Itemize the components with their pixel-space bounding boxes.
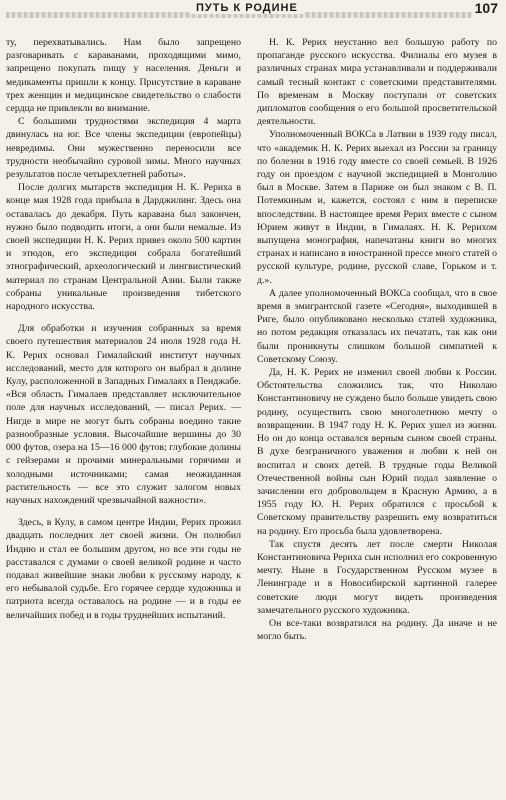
paragraph: После долгих мытарств экспедиция Н. К. Рериха в конце мая 1928 года прибыла в Дарджилинг. Здесь она оставалась до декабря. Путь каравана был закончен, нужно было подводить итоги, а они были немалые. Из своей экспедиции Н. К. Рерих привез около 500 картин и этюдов, его экспедиция собрала богатейший этнографический, археологический и лингвистический материал по странам Центральной Азии. Были также собраны уникальные произведения тибетского народного искусства. (6, 182, 241, 313)
paragraph: Он все-таки возвратился на родину. Да иначе и не могло быть. (257, 617, 497, 643)
page-number: 107 (474, 0, 498, 16)
right-column (257, 36, 497, 643)
paragraph: Уполномоченный ВОКСа в Латвии в 1939 году писал, что «академик Н. К. Рерих выехал из России за границу по болезни в 1916 году вместе со своей семьей. В 1926 году он проездом с научной экспедицией в Монголию был в Москве. Затем в Париже он был знаком с В. П. Потемкиным и, кажется, состоял с ним в переписке впоследствии. В настоящее время Рерих вместе с сыном Юрием живут в Индии, в Гималаях. Н. К. Рерихом выпущена монография, напечатаны книги во многих странах и написано в иностранной прессе много статей о русской культуре, родине, русской славе, Горьком и т. д.». (257, 129, 497, 286)
paragraph: С большими трудностями экспедиция 4 марта двинулась на юг. Все члены экспедиции (европейцы) невредимы. Они мужественно переносили все трудности необычайно суровой зимы. Много научных результатов после четырехлетней работы». (6, 116, 241, 181)
running-head: ПУТЬ К РОДИНЕ (190, 2, 304, 14)
paragraph: Н. К. Рерих неустанно вел большую работу по пропаганде русского искусства. Филиалы его музея в различных странах мира устанавливали и поддерживали самый тесный контакт с советскими представителями. По временам в Москву поступали от советских дипломатов сообщения о его большой просветительской деятельности. (257, 37, 497, 128)
page-header (0, 0, 506, 30)
paragraph: Так спустя десять лет после смерти Николая Константиновича Рериха сын исполнил его сокровенную мечту. Ныне в Государственном Русском музее в Ленинграде и в Новосибирской картинной галерее советские люди могут видеть произведения замечательного русского художника. (257, 538, 497, 616)
paragraph: ту, перехватывались. Нам было запрещено разговаривать с караванами, проходящими мимо, запрещено покупать пищу у населения. Деньги и медикаменты пришли к концу. Присутствие в караване трех женщин и медицинское свидетельство о слабости сердца не привлекли во внимание. (6, 37, 241, 115)
paragraph: Да, Н. К. Рерих не изменил своей любви к России. Обстоятельства сложились так, что Николаю Константиновичу не суждено было больше увидеть свою родину, осуществить свою многолетнюю мечту о возвращении. В 1947 году Н. К. Рерих ушел из жизни. Но он до конца оставался верным сыном своей страны. В духе безграничного уважения и любви к ней он воспитал и своих детей. В трудные годы Великой Отечественной войны сын Юрий подал заявление о зачислении его добровольцем в Красную Армию, а в 1955 году Ю. Н. Рерих обратился с просьбой к Советскому правительству разрешить ему возвратиться на родину. Его просьба была удовлетворена. (257, 367, 497, 537)
paragraph: Здесь, в Кулу, в самом центре Индии, Рерих прожил двадцать последних лет своей жизни. Он полюбил Индию и стал ее большим другом, но все эти годы не расставался с думами о своей великой родине и часто подавал живейшие знаки любви к русскому народу, к его небывалой судьбе. Его горячее сердце художника и патриота всегда оставалось на родине — и в годы ее величайших побед и в годы труднейших испытаний. (6, 517, 241, 621)
paragraph: Для обработки и изучения собранных за время своего путешествия материалов 24 июля 1928 года Н. К. Рерих основал Гималайский институт научных исследований, место для которого он выбрал в долине Кулу, расположенной в Западных Гималаях в Пенджабе. «Вся область Гималаев представляет исключительное поле для научных исследований, — писал Рерих. — Нигде в мире не могут быть собраны воедино такие разнообразные условия. Высочайшие вершины до 30 000 футов, озера на 15—16 000 футов; глубокие долины с гейзерами и прочими минеральными горячими и холодными источниками; самая неожиданная растительность — все это служит залогом новых научных нахождений чрезвычайной важности». (6, 323, 241, 506)
paragraph: А далее уполномоченный ВОКСа сообщал, что в свое время в эмигрантской газете «Сегодня», выходившей в Риге, было опубликовано несколько статей художника, но потом редакция отказалась их печатать, так как они были проникнуты слишком большой симпатией к Советскому Союзу. (257, 287, 497, 365)
left-column (6, 36, 241, 622)
